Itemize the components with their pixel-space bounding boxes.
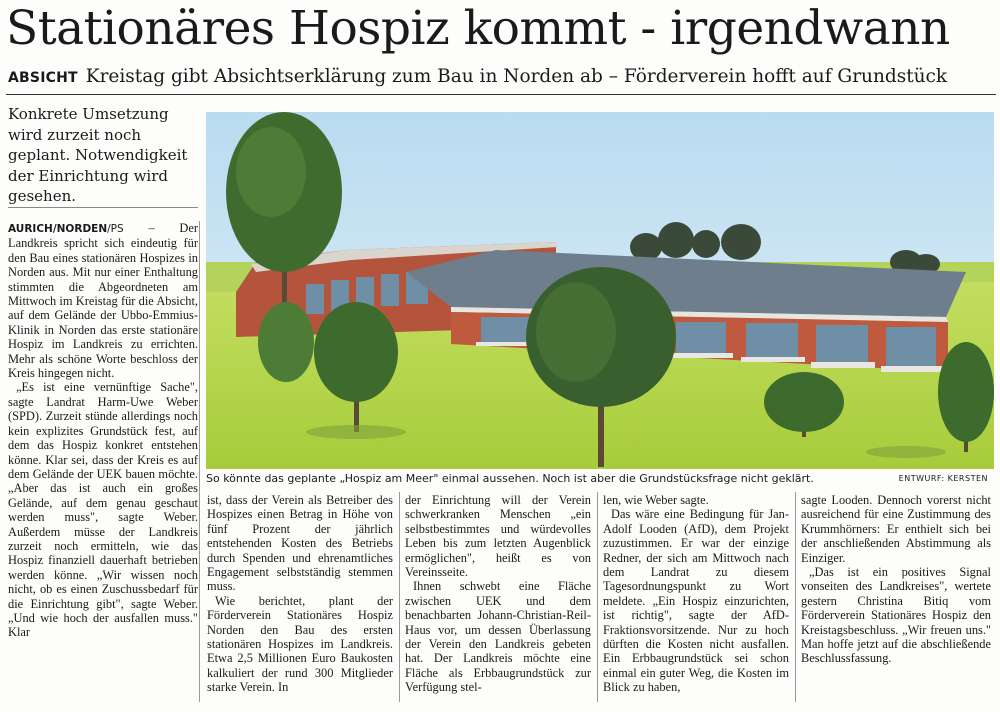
paragraph: „Es ist eine vernünftige Sache", sagte Landrat Harm-Uwe Weber (SPD). Zurzeit stünde allerdings noch kein explizites Grundstück fest, auf dem das Hospiz konkret entstehen könne. Klar sei, dass der Kreis es auf dem Gelände der UEK bauen möchte. „Aber das ist auch ein großes Gelände, auf dem genau geschaut werden muss", sagte Weber. Außerdem müsse der Landkreis zurzeit noch ermitteln, wie das Hospiz finanziell dauerhaft betrieben werden könne. „Wir wissen noch nicht, ob es einen Zuschussbedarf für die Einrichtung gibt", sagte Weber. „Und wie hoch der ausfallen muss." Klar <box>8 380 198 640</box>
hospice-rendering <box>206 112 994 469</box>
body-column-5 <box>801 493 991 666</box>
paragraph: ist, dass der Verein als Betreiber des Hospizes einen Betrag in Höhe von fünf Prozent der jährlich entstehenden Kosten des Betriebs durch Spenden und ehrenamtliches Engagement selbstständig stemmen muss. <box>207 493 393 594</box>
headline: Stationäres Hospiz kommt - irgendwann <box>6 1 950 56</box>
header-rule <box>6 94 996 95</box>
kicker: ABSICHT <box>8 70 78 86</box>
subheadline-row <box>8 62 998 93</box>
paragraph: Wie berichtet, plant der Förderverein Stationäres Hospiz Norden den Bau des ersten stationären Hospizes im Landkreis. Etwa 2,5 Millionen Euro Baukosten kalkuliert der rund 300 Mitglieder starke Verein. In <box>207 593 393 695</box>
body-column-4 <box>603 493 789 695</box>
dateline: AURICH/NORDEN <box>8 223 108 235</box>
rendering-image <box>206 112 994 469</box>
teaser-rule <box>8 207 198 208</box>
body-column-1 <box>8 221 198 640</box>
body-column-2 <box>207 493 393 695</box>
body-column-3 <box>405 493 591 695</box>
paragraph: Das wäre eine Bedingung für Jan-Adolf Looden (AfD), dem Projekt zuzustimmen. Er war der einzige Redner, der sich am Mittwoch nach dem Landrat zu diesem Tagesordnungspunkt zu Wort meldete. „Ein Hospiz einzurichten, ist richtig", sagte der AfD-Fraktionsvorsitzende. Nur zu hoch dürften die Kosten nicht ausfallen. Ein Erbbaugrundstück sei schon einmal ein guter Weg, die Kosten im Blick zu haben, <box>603 507 789 695</box>
caption-text: So könnte das geplante „Hospiz am Meer" einmal aussehen. Noch ist aber die Grundstücksfrage nicht geklärt. <box>206 472 814 485</box>
subheadline: Kreistag gibt Absichtserklärung zum Bau in Norden ab – Förderverein hofft auf Grundstück <box>85 66 948 87</box>
photo-credit: ENTWURF: KERSTEN <box>898 474 988 483</box>
column-divider <box>597 492 598 702</box>
paragraph <box>8 221 198 380</box>
teaser: Konkrete Umsetzung wird zurzeit noch geplant. Notwendigkeit der Einrichtung wird gesehen. <box>8 105 188 205</box>
dateline-author: /PS <box>107 223 124 235</box>
column-divider <box>795 492 796 702</box>
paragraph: Ihnen schwebt eine Fläche zwischen UEK und dem benachbarten Johann-Christian-Reil-Haus vor, um dessen Überlassung der Verein den Landkreis gebeten hat. Der Landkreis möchte eine Fläche als Erbbaugrundstück zur Verfügung stel- <box>405 579 591 695</box>
column-divider <box>199 221 200 702</box>
paragraph-text: – Der Landkreis spricht sich eindeutig für den Bau eines stationären Hospizes in Norden aus. Mit nur einer Enthaltung stimmten die Abgeordneten am Mittwoch im Kreistag für die Absicht, auf dem Gelände der Ubbo-Emmius-Klinik in Norden das erste stationäre Hospiz im Landkreis zu errichten. Mehr als schöne Worte beschloss der Kreis hingegen nicht. <box>8 221 198 381</box>
column-divider <box>399 492 400 702</box>
paragraph: der Einrichtung will der Verein schwerkranken Menschen „ein selbstbestimmtes und würdevolles Leben bis zum letzten Augenblick ermöglichen", heißt es von Vereinsseite. <box>405 493 591 580</box>
paragraph: sagte Looden. Dennoch vorerst nicht ausreichend für eine Zustimmung des Krummhörners: Er enthielt sich bei der anschließenden Abstimmung als Einziger. <box>801 493 991 565</box>
paragraph: len, wie Weber sagte. <box>603 493 709 507</box>
paragraph: „Das ist ein positives Signal vonseiten des Landkreises", wertete gestern Christina Bitiq vom Förderverein Stationäres Hospiz den Kreistagsbeschluss. „Wir freuen uns." Man hoffe jetzt auf die abschließende Beschlussfassung. <box>801 565 991 666</box>
photo-caption <box>206 471 994 487</box>
